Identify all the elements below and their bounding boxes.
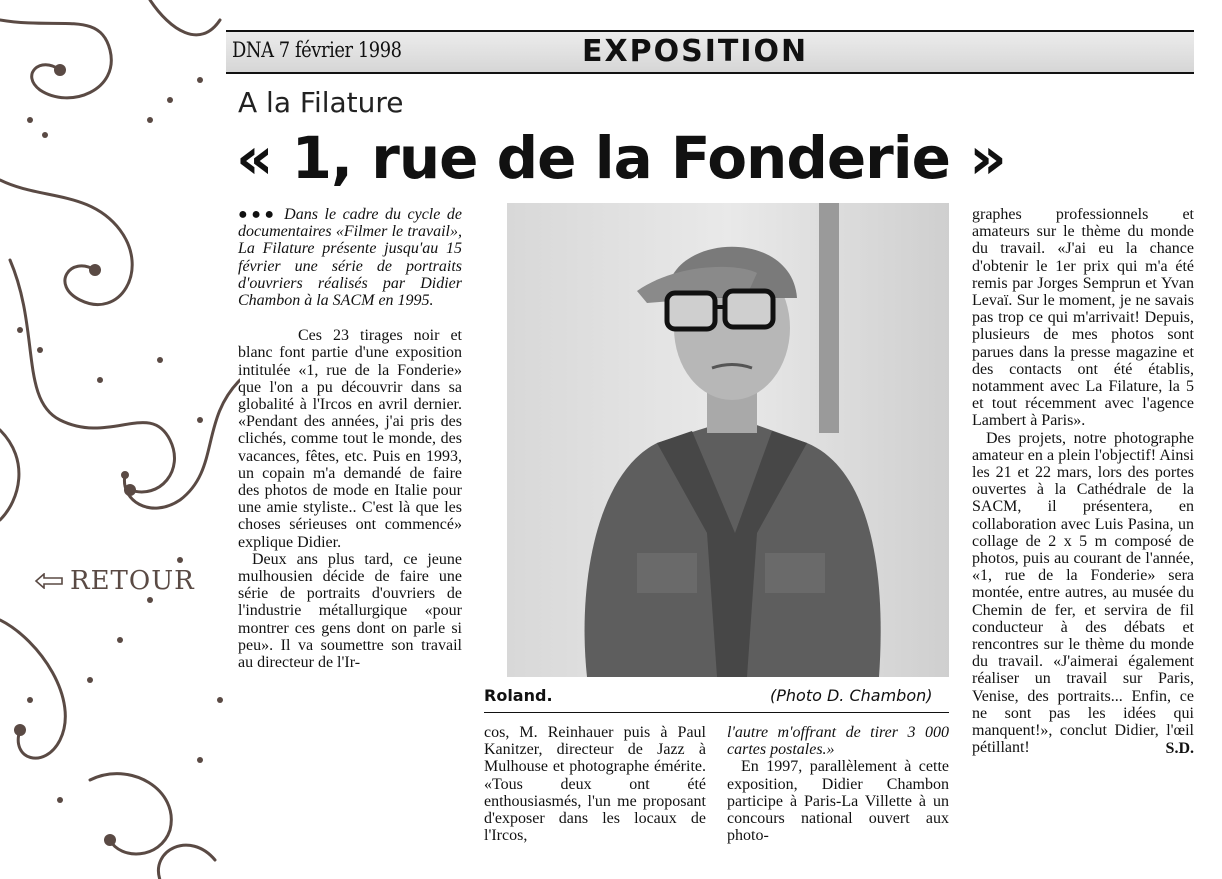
paragraph: Des projets, notre photographe amateur en a plein l'objectif! Ainsi les 21 et 22 mars, lors des portes ouvertes à la Cathédrale de la SACM, il présentera, en collaboration avec Luis Pasina, un collage de 2 x 5 m composé de photos, puis au courant de l'année, «1, rue de la Fonderie» sera montée, entre autres, au musée du Chemin de fer, et servira de fil conducteur à des débats et rencontres sur le thème du monde du travail. «J'aimerai également réaliser un travail sur Paris, Venise, des portraits... Enfin, ce ne sont pas les idées qui manquent!», conclut Didier, l'œil pétillant! — [972, 429, 1194, 757]
author-signature: S.D. — [1165, 739, 1194, 757]
paragraph: l'autre m'offrant de tirer 3 000 cartes postales.» — [727, 724, 949, 759]
photo-caption-name: Roland. — [484, 686, 553, 705]
newspaper-header-bar — [226, 30, 1194, 74]
paragraph: Deux ans plus tard, ce jeune mulhousien décide de faire une série de portraits d'ouvriers de l'industrie métallurgique «pour montrer ces gens dont on parle si peu». Il va soumettre son travail au directeur de l'Ir- — [238, 550, 462, 672]
article-column-1 — [238, 206, 462, 671]
paragraph: cos, M. Reinhauer puis à Paul Kanitzer, directeur de Jazz à Mulhouse et photographe émérite. «Tous deux ont été enthousiasmés, l'un me proposant d'exposer dans les locaux de l'Ircos, — [484, 724, 706, 845]
arrow-left-icon — [34, 573, 64, 589]
article-kicker: A la Filature — [238, 86, 404, 119]
portrait-photo — [507, 203, 949, 677]
ornamental-border — [0, 0, 240, 879]
paragraph: En 1997, parallèlement à cette exposition, Didier Chambon participe à Paris-La Villette à un concours national ouvert aux photo- — [727, 758, 949, 845]
back-label: RETOUR — [70, 566, 195, 596]
lead-marker-icon: ●●● — [238, 206, 278, 223]
paragraph: graphes professionnels et amateurs sur le thème du monde du travail. «J'ai eu la chance d'obtenir le 1er prix qui m'a été remis par Jorges Semprun et Yvan Levaï. Sur le moment, je ne savais pas trop ce qui m'arrivait! Depuis, plusieurs de mes photos sont parues dans la presse magazine et des contacts ont été établis, notamment avec La Filature, la 5 et tout récemment avec l'agence Lambert à Paris». — [972, 206, 1194, 430]
back-link[interactable] — [34, 566, 195, 596]
paragraph: Ces 23 tirages noir et blanc font partie d'une exposition intitulée «1, rue de la Fonderie» que l'on a pu découvrir dans sa globalité à l'Ircos en avril dernier. «Pendant des années, j'ai pris des clichés, comme tout le monde, des vacances, fêtes, etc. Puis en 1993, un copain m'a demandé de faire des photos de mode en Italie pour une amie styliste.. C'est là que les choses sérieuses ont commencé» explique Didier. — [238, 327, 462, 551]
publication-date: DNA 7 février 1998 — [232, 38, 402, 62]
article-column-4 — [972, 206, 1194, 757]
lead-text: Dans le cadre du cycle de documentaires «Filmer le travail», La Filature présente jusqu'au 15 février une série de portraits d'ouvriers réalisés par Didier Chambon à la SACM en 1995. — [238, 206, 462, 310]
article-column-3 — [727, 724, 949, 844]
article-headline: « 1, rue de la Fonderie » — [236, 124, 1006, 192]
article-lead — [238, 206, 462, 309]
photo-credit: (Photo D. Chambon) — [770, 686, 933, 705]
article-column-2 — [484, 724, 706, 844]
caption-divider — [484, 712, 949, 713]
section-title: EXPOSITION — [582, 34, 809, 69]
